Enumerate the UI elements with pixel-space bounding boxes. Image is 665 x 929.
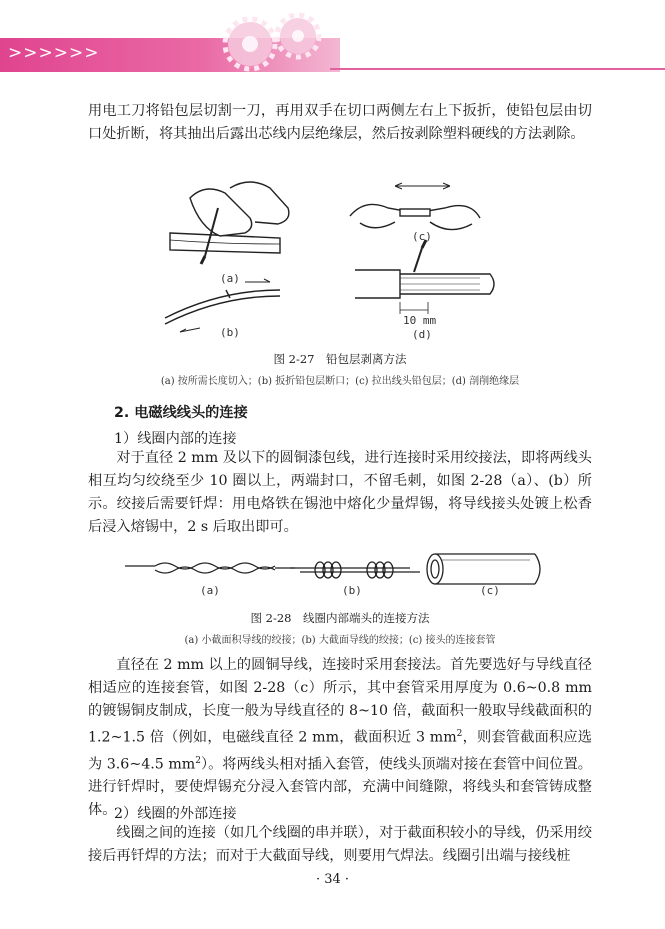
page-number: · 34 · — [315, 872, 350, 887]
paragraph-lead-sheath: 用电工刀将铅包层切割一刀，再用双手在切口两侧左右上下扳折，使铅包层由切口处折断，将其抽出后露出芯线内层绝缘层，然后按剥除塑料硬线的方法剥除。 — [88, 103, 592, 142]
fig27-label-a: (a) — [220, 272, 240, 285]
fig28-label-b: (b) — [342, 584, 362, 597]
paragraph-external-connection: 线圈之间的连接（如几个线圈的串并联），对于截面积较小的导线，仍采用绞接后再钎焊的方法；而对于大截面导线，则要用气焊法。线圈引出端与接线桩 — [88, 825, 592, 864]
gear-decoration-icon — [210, 6, 340, 72]
figure-2-28 — [120, 546, 560, 602]
para3-text-1: 直径在 2 mm 以上的圆铜导线，连接时采用套接法。首先要选好与导线直径相适应的连接套管，如图 2-28（c）所示，其中套管采用厚度为 0.6~0.8 mm 的镀锡铜皮制成，长度一般为导线直径的 8~10 倍，截面积一般取导线截面积的 1.2~1.5 倍（例如，电磁线直径 2 mm，截面积近 3 mm — [88, 657, 592, 746]
fig27-b-illustration — [165, 279, 280, 332]
fig28-c-illustration — [427, 554, 540, 584]
header-chevrons: >>>>>> — [8, 43, 100, 63]
para3-superscript-1: 2 — [456, 729, 463, 739]
para3-superscript-2: 2 — [195, 755, 201, 766]
fig28-caption: 图 2-28 线圈内部端头的连接方法 — [250, 611, 430, 625]
fig28-a-illustration — [125, 563, 295, 573]
fig28-label-a: (a) — [200, 584, 220, 597]
subsection-internal: 1）线圈内部的连接 — [114, 431, 237, 447]
fig27-caption: 图 2-27 铅包层剥离方法 — [273, 352, 407, 366]
page-header — [0, 0, 665, 72]
fig27-a-illustration — [170, 182, 289, 264]
fig28-b-illustration — [290, 562, 420, 578]
fig27-subcaption: (a) 按所需长度切入；(b) 扳折铅包层断口；(c) 拉出线头铅包层；(d) 剖削绝缘层 — [160, 376, 520, 387]
paragraph-twist-joint: 对于直径 2 mm 及以下的圆铜漆包线，进行连接时采用绞接法，即将两线头相互均匀绞绕至少 10 圈以上，两端封口，不留毛刺，如图 2-28（a）、(b）所示。绞接后需要钎焊：用电烙铁在锡池中熔化少量焊锡，将导线接头处镀上松香后浸入熔锡中，2 s 后取出即可。 — [88, 450, 592, 535]
fig28-subcaption: (a) 小截面积导线的绞接；(b) 大截面导线的绞接；(c) 接头的连接套管 — [184, 635, 496, 646]
figure-2-27 — [160, 178, 520, 346]
header-line — [330, 68, 665, 70]
subsection-external: 2）线圈的外部连接 — [114, 806, 237, 822]
fig27-d-illustration — [355, 240, 494, 314]
fig27-c-illustration — [350, 183, 480, 230]
section-title: 2. 电磁线线头的连接 — [114, 405, 248, 421]
fig27-label-b: (b) — [220, 326, 240, 339]
fig27-dimension-label: 10 mm — [403, 314, 437, 327]
fig28-label-c: (c) — [480, 584, 500, 597]
para3-text-3: ）。将两线头相对插入套管，使线头顶端对接在套管中间位置。进行钎焊时，要使焊锡充分浸入套管内部，充满中间缝隙，将线头和套管铸成整体。 — [88, 756, 592, 819]
fig27-label-d: (d) — [412, 328, 432, 341]
paragraph-sleeve-joint — [88, 654, 592, 822]
fig27-label-c: (c) — [412, 230, 432, 243]
para3-text-2: ，则套管截面积应选为 3.6~4.5 mm — [88, 729, 592, 773]
